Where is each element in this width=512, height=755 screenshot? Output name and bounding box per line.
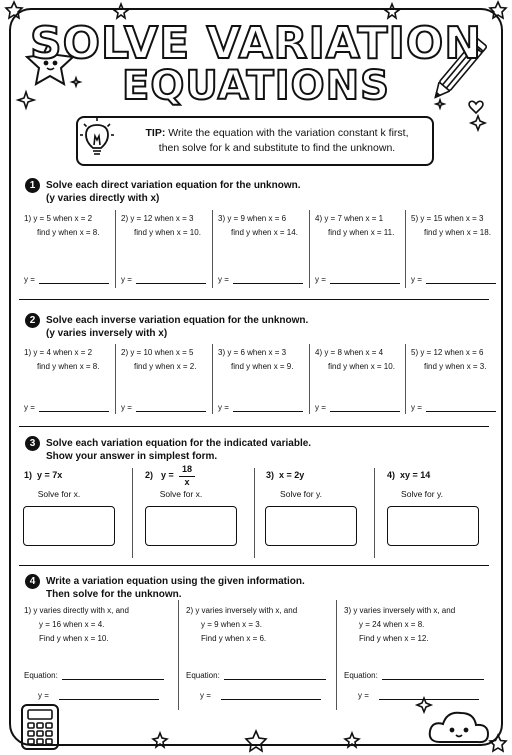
problem-given: y = 16 when x = 4. [39,620,105,629]
section-subheading: Then solve for the unknown. [46,589,182,600]
problem-label: 3) [266,470,275,480]
problem-label: 1) [24,470,33,480]
answer-label: y = [200,691,211,700]
word-problem [24,604,174,646]
problem-condition: 1) y = 4 when x = 2 [24,348,93,357]
answer-label: y = [411,403,422,412]
problem-condition: 3) y = 9 when x = 6 [218,214,287,223]
problem-given: y = 9 when x = 3. [201,620,262,629]
answer-label: y = [411,275,422,284]
answer-line [411,274,496,284]
problem-question: find y when x = 2. [134,362,197,371]
problem-question: Find y when x = 10. [39,634,109,643]
section-number: 4 [25,574,40,589]
problem [121,346,215,374]
section-number: 3 [25,436,40,451]
star-icon [114,4,128,18]
equation-blank[interactable] [62,670,164,680]
problem-statement: 1) y varies directly with x, and [24,606,129,615]
problem-question: find y when x = 18. [424,228,491,237]
answer-blank[interactable] [379,690,479,700]
section-subheading: (y varies inversely with x) [46,328,168,339]
answer-label: y = [218,275,229,284]
sparkle-icon [471,116,485,130]
problem-condition: 4) y = 8 when x = 4 [315,348,384,357]
problem-label: 4) [387,470,396,480]
equation-text: y = 7x [37,470,63,480]
tip-label: TIP: [145,127,166,139]
star-icon [6,2,22,18]
problem-condition: 3) y = 6 when x = 3 [218,348,287,357]
column-divider [132,468,133,558]
problem [24,212,118,240]
divider [19,299,489,300]
word-problem [344,604,494,646]
answer-line [38,690,159,700]
instruction: Solve for x. [159,489,203,499]
answer-line [121,402,206,412]
column-divider [336,600,337,710]
equation-label: Equation: [24,671,58,680]
page-title: SOLVE VARIATION [29,18,483,69]
problem [218,346,312,374]
problem-question: find y when x = 8. [37,228,100,237]
section-subheading: (y varies directly with x) [46,193,160,204]
column-divider [309,344,310,414]
answer-blank[interactable] [426,274,496,284]
section-number: 1 [25,178,40,193]
problem [315,212,409,240]
answer-blank[interactable] [39,402,109,412]
column-divider [374,468,375,558]
equation [387,470,430,480]
answer-label: y = [358,691,369,700]
answer-label: y = [315,275,326,284]
cloud-icon [430,713,488,742]
problem-condition: 5) y = 15 when x = 3 [411,214,484,223]
star-icon [490,2,506,18]
answer-line [358,690,479,700]
answer-box[interactable] [145,506,237,546]
problem-condition: 2) y = 10 when x = 5 [121,348,194,357]
answer-label: y = [121,403,132,412]
column-divider [405,344,406,414]
section-heading [46,437,311,463]
answer-blank[interactable] [59,690,159,700]
tip-line-2: then solve for k and substitute to find the unknown. [158,142,396,154]
equation-line [344,670,484,680]
answer-blank[interactable] [233,274,303,284]
equation [266,470,304,480]
equation-line [24,670,164,680]
section-heading-line: Solve each inverse variation equation for the unknown. [46,315,309,326]
problem-question: Find y when x = 6. [201,634,267,643]
fraction-denominator: x [184,477,190,487]
star-icon [490,735,506,751]
answer-box[interactable] [265,506,357,546]
problem-question: find y when x = 10. [328,362,395,371]
equation-text: xy = 14 [400,470,431,480]
word-problem [186,604,336,646]
page-title-line2: EQUATIONS [122,63,390,109]
answer-blank[interactable] [39,274,109,284]
problem [218,212,312,240]
problem-question: find y when x = 3. [424,362,487,371]
equation-line [186,670,326,680]
answer-blank[interactable] [136,402,206,412]
problem [121,212,215,240]
instruction: Solve for y. [401,489,443,499]
problem-condition: 2) y = 12 when x = 3 [121,214,194,223]
answer-label: y = [315,403,326,412]
star-icon [246,731,266,751]
column-divider [212,210,213,288]
answer-line [121,274,206,284]
problem-question: find y when x = 10. [134,228,201,237]
answer-box[interactable] [387,506,479,546]
answer-line [411,402,496,412]
star-icon [345,733,359,747]
section-heading-line: Write a variation equation using the given information. [46,576,305,587]
answer-line [218,274,303,284]
equation-text: x = 2y [279,470,305,480]
answer-label: y = [24,403,35,412]
problem-question: Find y when x = 12. [359,634,429,643]
problem [24,346,118,374]
equation-label: 2) [145,470,154,480]
problem-condition: 1) y = 5 when x = 2 [24,214,93,223]
column-divider [212,344,213,414]
star-icon [385,4,399,18]
section-number: 2 [25,313,40,328]
tip-text [122,126,432,156]
equation-blank[interactable] [382,670,484,680]
problem-question: find y when x = 9. [231,362,294,371]
problem-given: y = 24 when x = 8. [359,620,425,629]
answer-label: y = [24,275,35,284]
column-divider [115,210,116,288]
answer-blank[interactable] [233,402,303,412]
column-divider [178,600,179,710]
answer-blank[interactable] [330,402,400,412]
calculator-icon [22,705,58,749]
problem-question: find y when x = 8. [37,362,100,371]
section-heading-line: Solve each variation equation for the indicated variable. [46,438,312,449]
section-subheading: Show your answer in simplest form. [46,451,218,462]
section-heading-line: Solve each direct variation equation for the unknown. [46,180,301,191]
answer-blank[interactable] [221,690,321,700]
instruction: Solve for y. [280,489,322,499]
instruction: Solve for x. [37,489,81,499]
column-divider [254,468,255,558]
answer-label: y = [38,691,49,700]
equation-label: Equation: [186,671,220,680]
equation-lhs: y = [161,470,174,480]
fraction-numerator: 18 [181,464,192,474]
answer-line [24,274,109,284]
column-divider [309,210,310,288]
equation-blank[interactable] [224,670,326,680]
answer-box[interactable] [23,506,115,546]
section-heading [46,575,305,601]
section-heading [46,314,308,340]
answer-line [218,402,303,412]
answer-label: y = [121,275,132,284]
problem [411,346,505,374]
answer-line [24,402,109,412]
star-icon [153,733,167,747]
column-divider [405,210,406,288]
divider [19,426,489,427]
problem-question: find y when x = 14. [231,228,298,237]
problem-condition: 5) y = 12 when x = 6 [411,348,484,357]
problem-statement: 2) y varies inversely with x, and [186,606,298,615]
section-heading [46,179,301,205]
answer-blank[interactable] [330,274,400,284]
answer-line [200,690,321,700]
answer-line [315,274,400,284]
equation [24,470,62,480]
column-divider [115,344,116,414]
answer-blank[interactable] [426,402,496,412]
sparkle-icon [417,698,431,712]
problem [315,346,409,374]
problem-statement: 3) y varies inversely with x, and [344,606,456,615]
problem-condition: 4) y = 7 when x = 1 [315,214,384,223]
answer-blank[interactable] [136,274,206,284]
tip-line-1: Write the equation with the variation constant k first, [168,127,409,139]
answer-line [315,402,400,412]
divider [19,565,489,566]
problem-question: find y when x = 11. [328,228,395,237]
answer-label: y = [218,403,229,412]
equation-label: Equation: [344,671,378,680]
problem [411,212,505,240]
